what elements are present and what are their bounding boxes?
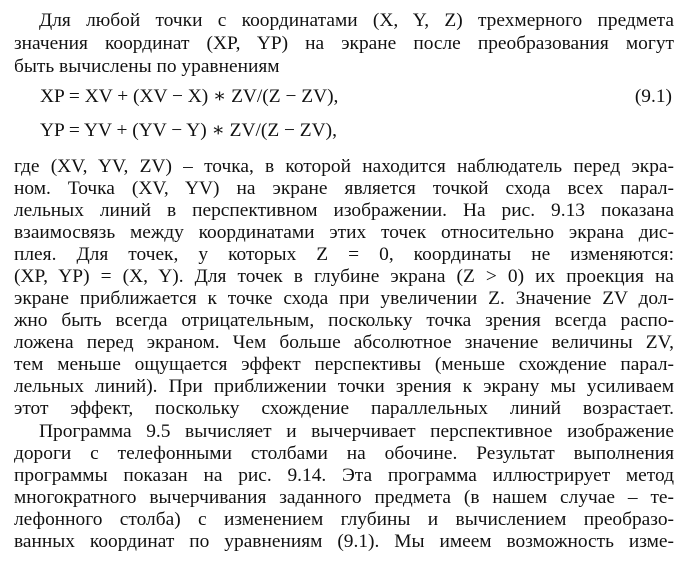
intro-line-2: значения координат (XP, YP) на экране после преобразования могут xyxy=(14,33,674,54)
paragraph1-line-2: ном. Точка (XV, YV) на экране является точкой схода всех парал- xyxy=(14,178,674,199)
paragraph1-line-10: тем меньше ощущается эффект перспективы (меньше схождение парал- xyxy=(14,354,674,375)
paragraph1-line-12: этот эффект, поскольку схождение параллельных линий возрастает. xyxy=(14,398,674,419)
paragraph1-line-11: лельных линий). При приближении точки зрения к экрану мы усиливаем xyxy=(14,376,674,397)
paragraph1-line-4: взаимосвязь между координатами этих точек относительно экрана дис- xyxy=(14,222,674,243)
paragraph2-line-3: программы показан на рис. 9.14. Эта программа иллюстрирует метод xyxy=(14,465,674,486)
equation-xp: XP = XV + (XV − X) ∗ ZV/(Z − ZV), xyxy=(40,86,339,107)
paragraph1-line-1: где (XV, YV, ZV) – точка, в которой находится наблюдатель перед экра- xyxy=(14,156,674,177)
intro-line-1: Для любой точки с координатами (X, Y, Z) трехмерного предмета xyxy=(39,10,674,31)
paragraph2-line-1: Программа 9.5 вычисляет и вычерчивает перспективное изображение xyxy=(39,421,674,442)
paragraph2-line-5: лефонного столба) с изменением глубины и вычислением преобразо- xyxy=(14,509,674,530)
paragraph2-line-4: многократного вычерчивания заданного предмета (в нашем случае – те- xyxy=(14,487,674,508)
paragraph1-line-8: жно быть всегда отрицательным, поскольку точка зрения всегда распо- xyxy=(14,310,674,331)
paragraph1-line-7: экране приближается к точке схода при увеличении Z. Значение ZV дол- xyxy=(14,288,674,309)
paragraph1-line-5: плея. Для точек, у которых Z = 0, координаты не изменяются: xyxy=(14,244,674,265)
paragraph1-line-6: (XP, YP) = (X, Y). Для точек в глубине экрана (Z > 0) их проекция на xyxy=(14,266,674,287)
equation-yp: YP = YV + (YV − Y) ∗ ZV/(Z − ZV), xyxy=(40,120,337,141)
equation-number: (9.1) xyxy=(634,86,672,107)
paragraph2-line-2: дороги с телефонными столбами на обочине. Результат выполнения xyxy=(14,443,674,464)
paragraph1-line-9: ложена перед экраном. Чем больше абсолютное значение величины ZV, xyxy=(14,332,674,353)
intro-line-3: быть вычислены по уравнениям xyxy=(14,56,280,77)
paragraph2-line-6: ванных координат по уравнениям (9.1). Мы имеем возможность изме- xyxy=(14,531,674,552)
paragraph1-line-3: лельных линий в перспективном изображении. На рис. 9.13 показана xyxy=(14,200,674,221)
